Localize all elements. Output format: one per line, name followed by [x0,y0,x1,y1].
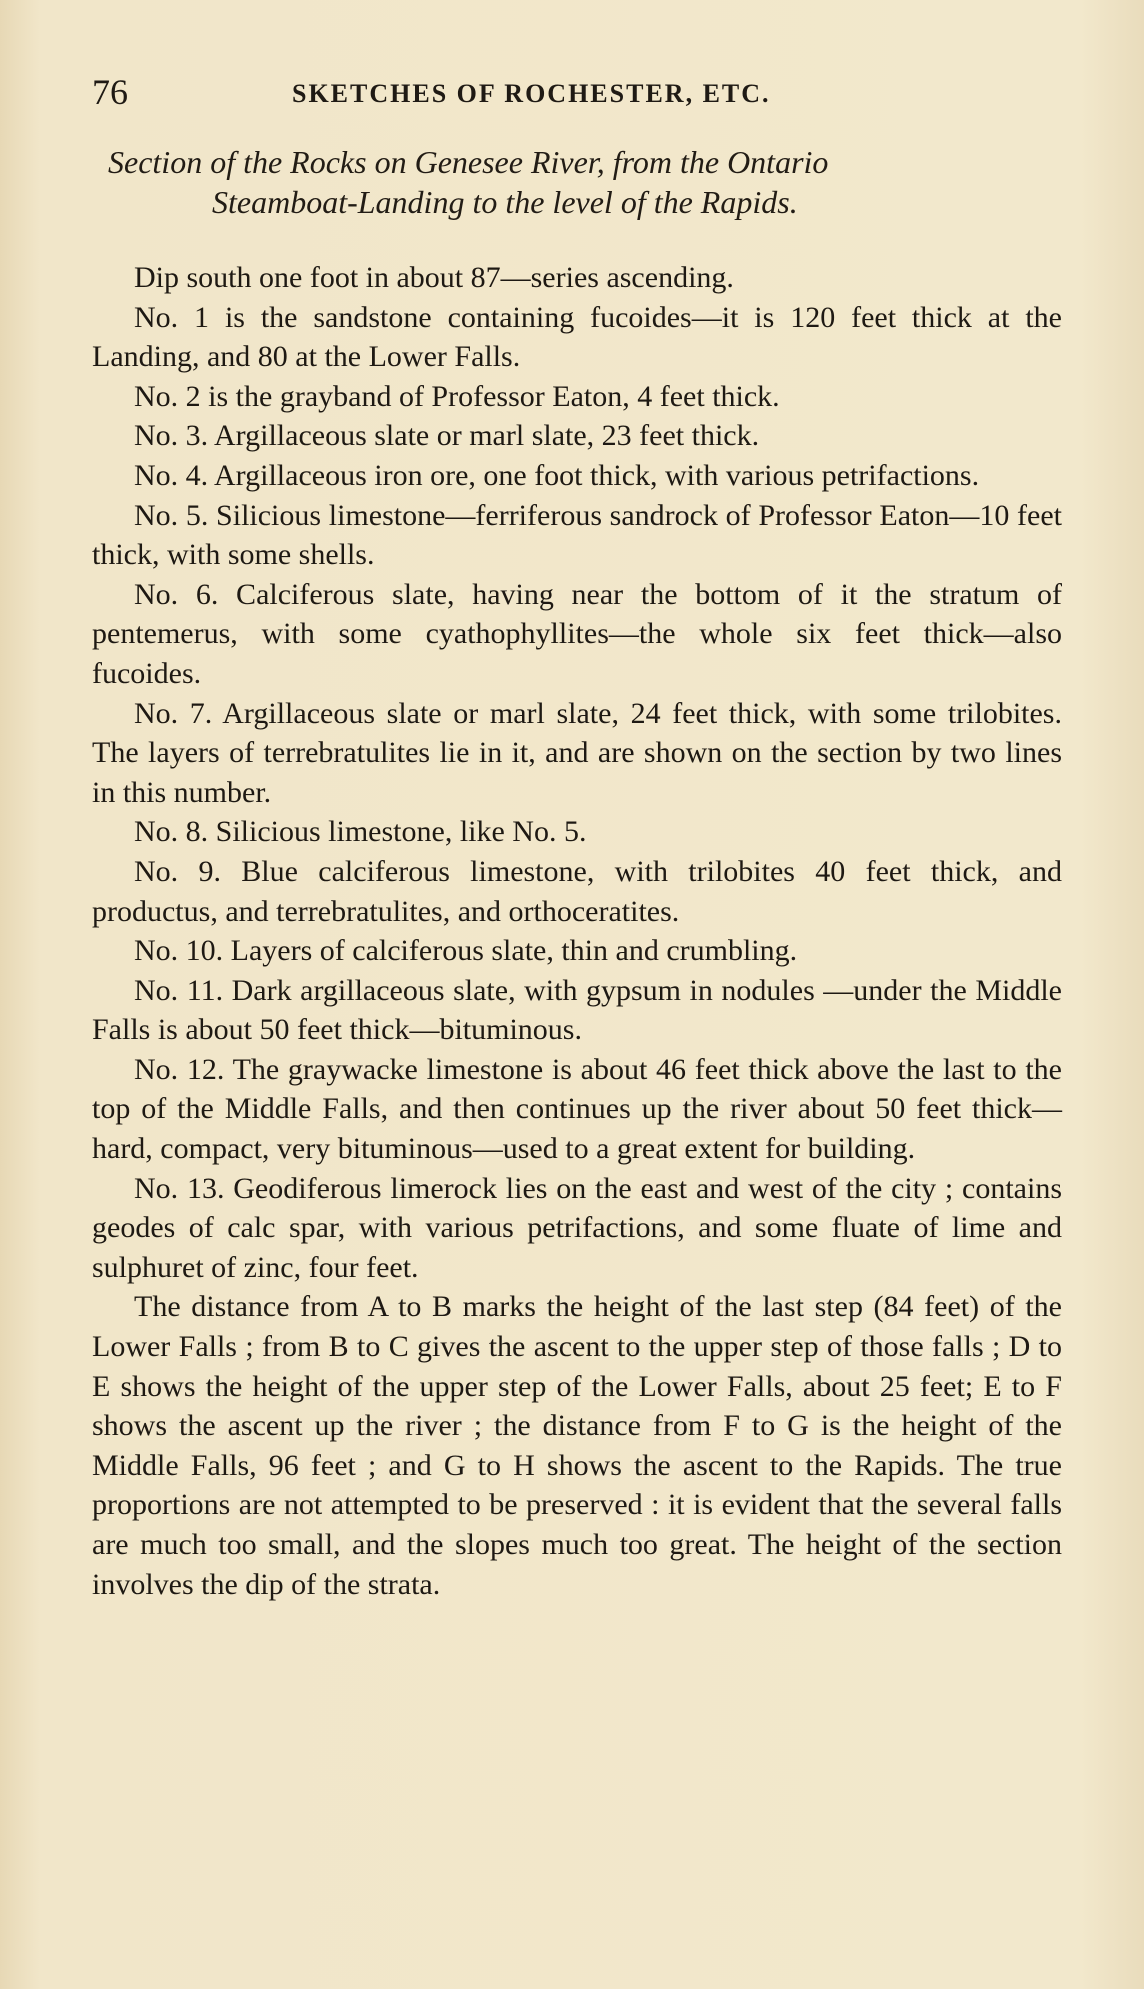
paragraph-stratum-5: No. 5. Silicious limestone—ferriferous sandrock of Professor Eaton—10 feet thick, with some shells. [92,498,1062,572]
section-title [92,142,1072,222]
running-head: SKETCHES OF ROCHESTER, ETC. [292,79,771,108]
paragraph-dip: Dip south one foot in about 87—series ascending. [134,261,734,294]
paragraph-stratum-10: No. 10. Layers of calciferous slate, thin and crumbling. [134,934,798,968]
body-text [92,258,1062,1604]
paragraph-stratum-9: No. 9. Blue calciferous limestone, with trilobites 40 feet thick, and productus, and terrebratulites, and orthoceratites. [92,854,1062,928]
paragraph-stratum-8: No. 8. Silicious limestone, like No. 5. [134,815,587,849]
paragraph-stratum-13: No. 13. Geodiferous limerock lies on the east and west of the city ; contains geodes of calc spar, with various petrifactions, and some fluate of lime and sulphuret of zinc, four feet. [92,1171,1062,1284]
page-number: 76 [92,72,128,112]
paragraph-stratum-12: No. 12. The graywacke limestone is about 46 feet thick above the last to the top of the Middle Falls, and then continues up the river about 50 feet thick—hard, compact, very bituminous—used to a great extent for building. [92,1052,1062,1166]
paragraph-distances: The distance from A to B marks the height of the last step (84 feet) of the Lower Falls ; from B to C gives the ascent to the upper step of those falls ; D to E shows the height of the upper step of the Lower Falls, about 25 feet; E to F shows the ascent up the river ; the distance from F to G is the height of the Middle Falls, 96 feet ; and G to H shows the ascent to the Rapids. The true proportions are not attempted to be preserved : it is evident that the several falls are much too small, and the slopes much too great. The height of the section involves the dip of the strata. [92,1290,1062,1601]
paragraph-stratum-4: No. 4. Argillaceous iron ore, one foot thick, with various petrifactions. [134,458,980,492]
paragraph-stratum-2: No. 2 is the grayband of Professor Eaton, 4 feet thick. [134,379,780,413]
paragraph-stratum-1: No. 1 is the sandstone containing fucoides—it is 120 feet thick at the Landing, and 80 at the Lower Falls. [92,300,1062,374]
paragraph-stratum-3: No. 3. Argillaceous slate or marl slate, 23 feet thick. [134,419,760,453]
page-header [92,70,1072,114]
paragraph-stratum-11: No. 11. Dark argillaceous slate, with gypsum in nodules —under the Middle Falls is about 50 feet thick—bituminous. [92,973,1062,1047]
paragraph-stratum-7: No. 7. Argillaceous slate or marl slate, 24 feet thick, with some trilobites. The layers of terrebratulites lie in it, and are shown on the section by two lines in this number. [92,696,1062,809]
section-title-line-1: Section of the Rocks on Genesee River, from the Ontario [108,144,829,180]
paragraph-stratum-6: No. 6. Calciferous slate, having near the bottom of it the stratum of pentemerus, with some cyathophyllites—the whole six feet thick—also fucoides. [92,577,1062,690]
section-title-line-2: Steamboat-Landing to the level of the Rapids. [212,184,798,220]
